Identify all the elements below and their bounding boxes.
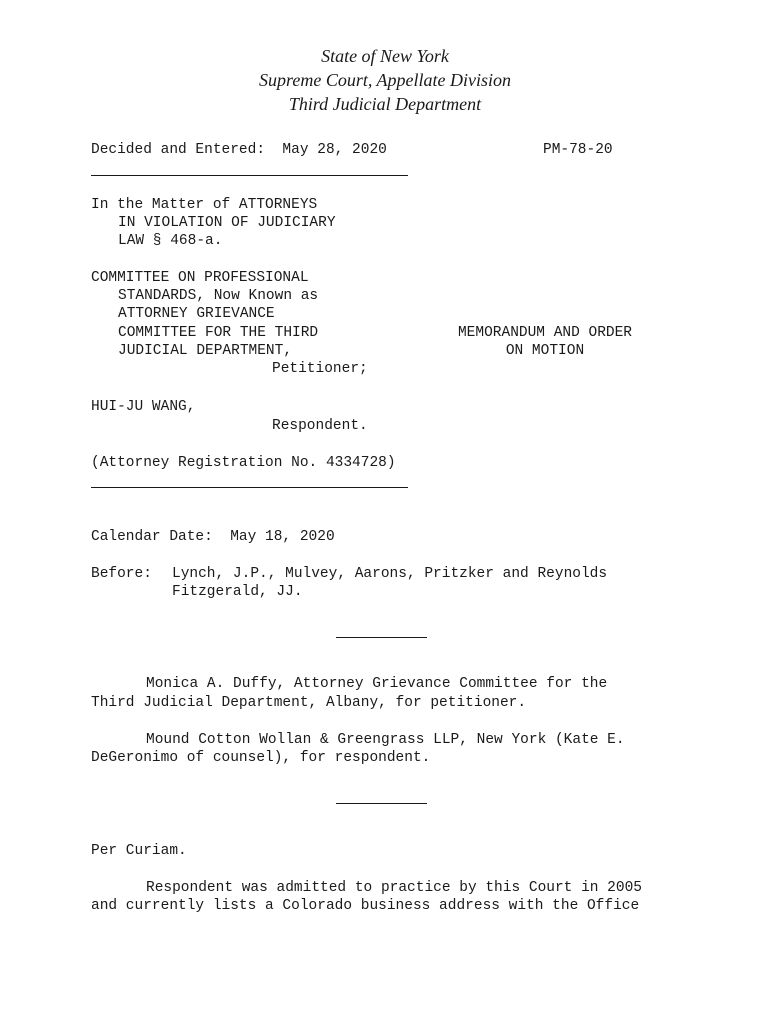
order-type-line-1: MEMORANDUM AND ORDER <box>457 325 633 341</box>
opinion-author: Per Curiam. <box>91 843 187 859</box>
respondent-counsel-line-1: Mound Cotton Wollan & Greengrass LLP, New York (Kate E. <box>146 732 625 748</box>
decided-date: Decided and Entered: May 28, 2020 <box>91 142 387 158</box>
opinion-line-1: Respondent was admitted to practice by this Court in 2005 <box>146 880 642 896</box>
section-divider-2 <box>336 803 427 804</box>
petitioner-line-5: JUDICIAL DEPARTMENT, <box>118 343 293 359</box>
panel-line-1: Lynch, J.P., Mulvey, Aarons, Pritzker and Reynolds <box>172 566 608 582</box>
petitioner-counsel-line-2: Third Judicial Department, Albany, for petitioner. <box>91 695 527 711</box>
attorney-registration: (Attorney Registration No. 4334728) <box>91 455 396 471</box>
respondent-counsel-line-2: DeGeronimo of counsel), for respondent. <box>91 750 431 766</box>
petitioner-line-2: STANDARDS, Now Known as <box>118 288 319 304</box>
court-division: Supreme Court, Appellate Division <box>259 70 511 90</box>
opinion-line-2: and currently lists a Colorado business address with the Office <box>91 898 640 914</box>
docket-number: PM-78-20 <box>543 142 613 158</box>
caption-top-rule <box>91 175 408 176</box>
respondent-role: Respondent. <box>272 418 368 434</box>
order-type-line-2: ON MOTION <box>505 343 585 359</box>
petitioner-role: Petitioner; <box>272 361 368 377</box>
court-name: State of New York <box>321 46 449 66</box>
court-department: Third Judicial Department <box>288 94 482 114</box>
respondent-name: HUI-JU WANG, <box>91 399 196 415</box>
petitioner-line-1: COMMITTEE ON PROFESSIONAL <box>91 270 309 286</box>
matter-line-3: LAW § 468-a. <box>118 233 223 249</box>
petitioner-line-4: COMMITTEE FOR THE THIRD <box>118 325 319 341</box>
matter-line-2: IN VIOLATION OF JUDICIARY <box>118 215 336 231</box>
before-label: Before: <box>91 566 152 582</box>
caption-bottom-rule <box>91 487 408 488</box>
section-divider-1 <box>336 637 427 638</box>
panel-line-2: Fitzgerald, JJ. <box>172 584 303 600</box>
petitioner-counsel-line-1: Monica A. Duffy, Attorney Grievance Committee for the <box>146 676 608 692</box>
petitioner-line-3: ATTORNEY GRIEVANCE <box>118 306 275 322</box>
calendar-date: Calendar Date: May 18, 2020 <box>91 529 335 545</box>
matter-line-1: In the Matter of ATTORNEYS <box>91 197 318 213</box>
